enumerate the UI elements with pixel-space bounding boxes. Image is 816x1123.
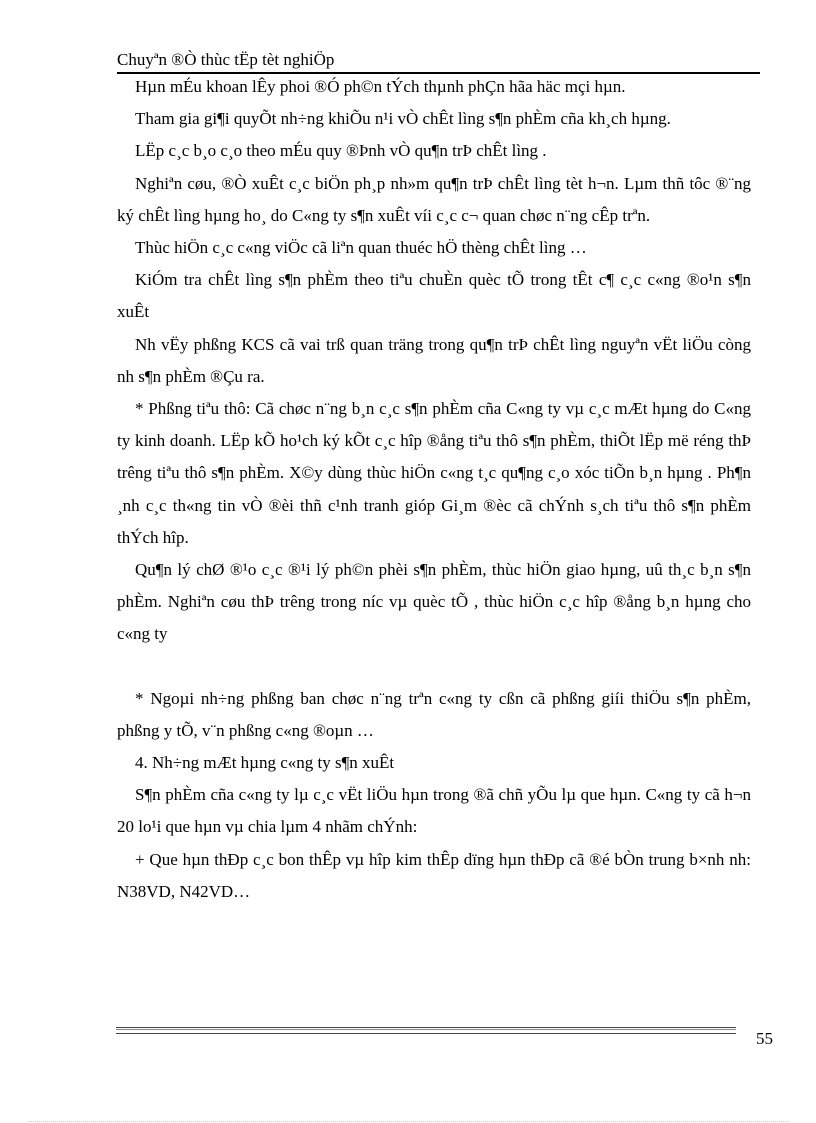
paragraph: S¶n phÈm cña c«ng ty lµ c¸c vËt liÖu hµn trong ®ã chñ yÕu lµ que hµn. C«ng ty cã h¬n 20 lo¹i que hµn vµ chia lµm 4 nhãm chÝnh:: [117, 785, 751, 837]
page-bottom-border: [28, 1121, 788, 1122]
paragraph: Nh vËy phßng KCS cã vai trß quan träng trong qu¶n trÞ chÊt lìng nguyªn vËt liÖu còng nh s¶n phÈm ®Çu ra.: [117, 334, 751, 386]
header-title: Chuyªn ®Ò thùc tËp tèt nghiÖp: [117, 50, 335, 69]
paragraph: LËp c¸c b¸o c¸o theo mÉu quy ®Þnh vÒ qu¶n trÞ chÊt lìng .: [135, 141, 547, 161]
paragraph: * Ngoµi nh÷ng phßng ban chøc n¨ng trªn c«ng ty cßn cã phßng giíi thiÖu s¶n phÈm, phßng y tÕ, v¨n phßng c«ng ®oµn …: [117, 688, 751, 740]
paragraph: Qu¶n lý chØ ®¹o c¸c ®¹i lý ph©n phèi s¶n phÈm, thùc hiÖn giao hµng, uû th¸c b¸n s¶n phÈm. Nghiªn cøu thÞ trêng trong níc vµ quèc tÕ , thùc hiÖn c¸c hîp ®ång b¸n hµng cho c«ng ty: [117, 560, 751, 644]
section-heading: 4. Nh÷ng mÆt hµng c«ng ty s¶n xuÊt: [135, 753, 395, 773]
paragraph: + Que hµn thÐp c¸c bon thÊp vµ hîp kim thÊp dïng hµn thÐp cã ®é bÒn trung b×nh nh: N38VD, N42VD…: [117, 849, 751, 901]
paragraph: Tham gia gi¶i quyÕt nh÷ng khiÕu n¹i vÒ chÊt lìng s¶n phÈm cña kh¸ch hµng.: [135, 109, 671, 129]
paragraph: Thùc hiÖn c¸c c«ng viÖc cã liªn quan thuéc hÖ thèng chÊt lìng …: [135, 238, 587, 258]
paragraph: * Phßng tiªu thô: Cã chøc n¨ng b¸n c¸c s¶n phÈm cña C«ng ty vµ c¸c mÆt hµng do C«ng ty kinh doanh. LËp kÕ ho¹ch ký kÕt c¸c hîp ®ång tiªu thô s¶n phÈm, thiÕt lËp më réng thÞ trêng tiªu thô s¶n phÈm. X©y dùng thùc hiÖn c«ng t¸c qu¶ng c¸o xóc tiÕn b¸n hµng . Ph¶n ¸nh c¸c th«ng tin vÒ ®èi thñ c¹nh tranh gióp Gi¸m ®èc cã chÝnh s¸ch tiªu thô s¶n phÈm thÝch hîp.: [117, 399, 751, 547]
paragraph: Nghiªn cøu, ®Ò xuÊt c¸c biÖn ph¸p nh»m qu¶n trÞ chÊt lìng tèt h¬n. Lµm thñ tôc ®¨ng ký chÊt lìng hµng ho¸ do C«ng ty s¶n xuÊt víi c¸c c¬ quan chøc n¨ng cÊp trªn.: [117, 173, 751, 225]
paragraph: Hµn mÉu khoan lÊy phoi ®Ó ph©n tÝch thµnh phÇn hãa häc mçi hµn.: [135, 77, 626, 96]
footer-rule: [116, 1027, 736, 1034]
page-number: 55: [756, 1029, 773, 1048]
paragraph: KiÓm tra chÊt lìng s¶n phÈm theo tiªu chuÈn quèc tÕ trong tÊt c¶ c¸c c«ng ®o¹n s¶n xuÊt: [117, 270, 751, 322]
document-body: [117, 71, 751, 908]
